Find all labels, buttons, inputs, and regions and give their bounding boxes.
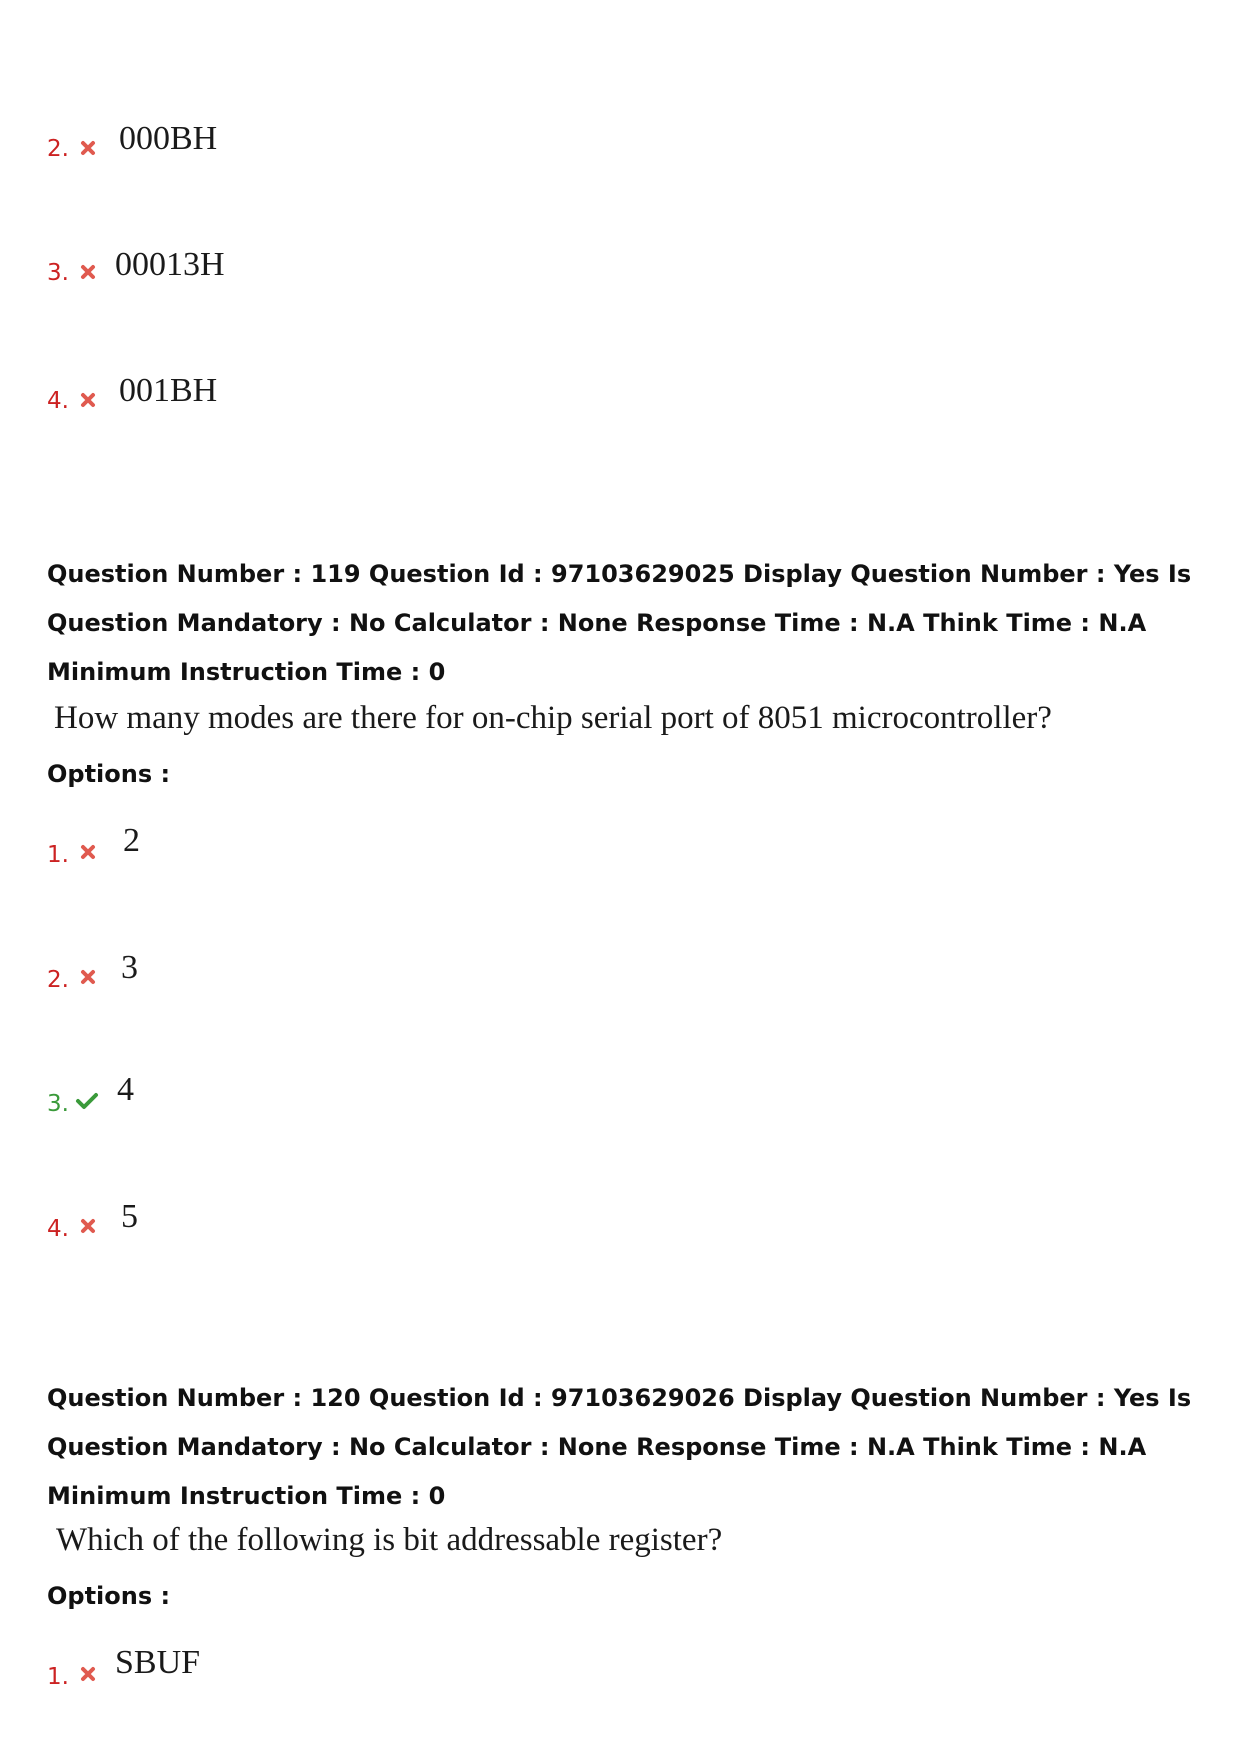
option-number: 3. (47, 260, 69, 286)
question-meta: Question Number : 120 Question Id : 97103629026 Display Question Number : Yes Is Question Mandatory : No Calculator : None Response Time : N.A Think Time : N.A Minimum Instruction Time : 0 (47, 1384, 1192, 1510)
option-number: 2. (47, 967, 69, 993)
question-meta: Question Number : 119 Question Id : 97103629025 Display Question Number : Yes Is Question Mandatory : No Calculator : None Response Time : N.A Think Time : N.A Minimum Instruction Time : 0 (47, 560, 1192, 686)
cross-icon (78, 967, 98, 987)
option-text: 4 (117, 1071, 134, 1108)
question-text: Which of the following is bit addressable register? (56, 1522, 723, 1558)
option-text: 000BH (119, 120, 218, 157)
cross-icon (78, 262, 98, 282)
question-text: How many modes are there for on-chip serial port of 8051 microcontroller? (54, 700, 1052, 736)
check-icon (75, 1091, 99, 1111)
cross-icon (78, 1216, 98, 1236)
option-number: 3. (47, 1091, 69, 1117)
cross-icon (78, 1664, 98, 1684)
option-number: 4. (47, 388, 69, 414)
cross-icon (78, 138, 98, 158)
option-number: 1. (47, 1664, 69, 1690)
option-text: SBUF (115, 1644, 201, 1681)
option-text: 001BH (119, 372, 218, 409)
option-number: 1. (47, 842, 69, 868)
option-text: 3 (121, 949, 138, 986)
option-text: 5 (121, 1198, 138, 1235)
cross-icon (78, 390, 98, 410)
option-number: 2. (47, 136, 69, 162)
option-number: 4. (47, 1216, 69, 1242)
option-text: 2 (123, 822, 140, 859)
options-label: Options : (47, 1582, 171, 1610)
option-text: 00013H (115, 246, 225, 283)
options-label: Options : (47, 760, 171, 788)
cross-icon (78, 842, 98, 862)
